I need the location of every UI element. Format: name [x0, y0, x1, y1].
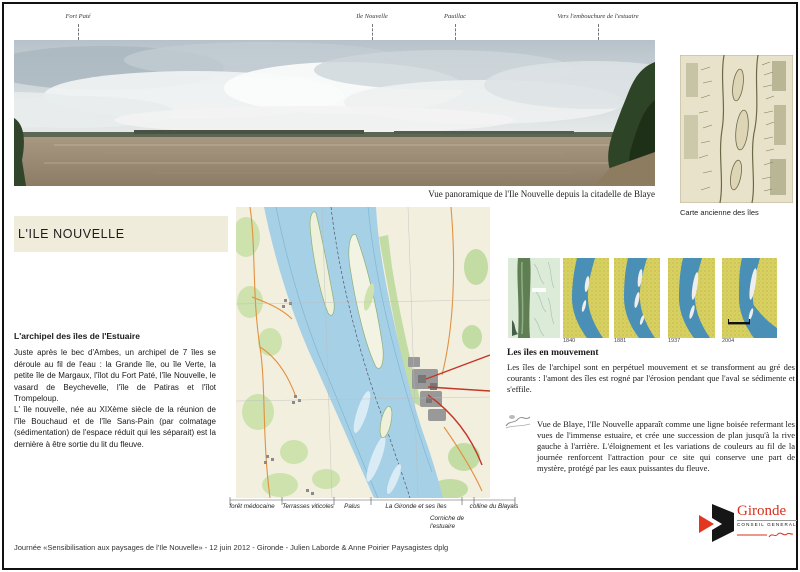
- topographic-map: [236, 207, 490, 498]
- archipel-heading: L'archipel des îles de l'Estuaire: [14, 331, 140, 341]
- legend-palus: Palus: [344, 503, 360, 510]
- sketch-thumbnail-icon: [504, 412, 532, 430]
- strip-map-1840: [563, 258, 609, 338]
- movement-heading: Les îles en mouvement: [507, 348, 599, 358]
- strip-date-1840: 1840: [563, 338, 576, 344]
- movement-paragraph-2: Vue de Blaye, l'Ile Nouvelle apparaît comme une ligne boisée refermant les vues de l'immense estuaire, et crée une succession de plan jusqu'à la rive gauche à l'arrière. L'éloignement et les variations de couleurs au fil de la journée renforcent l'attraction pour ce site qui conserve une part de mystère, protégé par les eaux puissantes du fleuve.: [537, 419, 795, 473]
- title-band: [14, 216, 228, 252]
- strip-date-2004: 2004: [722, 338, 735, 344]
- page-title: L'ILE NOUVELLE: [18, 227, 125, 241]
- legend-terrasses-viticoles: Terrasses viticoles: [282, 503, 334, 510]
- strip-map-1937: [668, 258, 715, 338]
- leader-line: [78, 24, 79, 40]
- leader-line: [372, 24, 373, 40]
- old-map-image: [680, 55, 793, 203]
- panorama-caption: Vue panoramique de l'Ile Nouvelle depuis la citadelle de Blaye: [428, 189, 655, 199]
- leader-line: [455, 24, 456, 40]
- movement-paragraph-1: Les îles de l'archipel sont en perpétuel mouvement et se transforment au gré des courants : l'amont des îles est rogné par l'érosion pendant que l'aval se sédimente et s'effile.: [507, 362, 795, 394]
- pano-label-pauillac: Pauillac: [443, 13, 467, 20]
- old-map-caption: Carte ancienne des îles: [680, 208, 759, 217]
- strip-date-1937: 1937: [668, 338, 681, 344]
- legend-colline-blayais: colline du Blayais: [469, 503, 519, 510]
- gironde-logo: [699, 503, 795, 543]
- leader-line: [598, 24, 599, 40]
- panorama-photo: [14, 40, 655, 186]
- strip-date-1881: 1881: [614, 338, 627, 344]
- strip-map-2004: [722, 258, 777, 338]
- gironde-logo-mark: [699, 503, 737, 543]
- pano-label-embouchure: Vers l'embouchure de l'estuaire: [557, 13, 639, 20]
- strip-map-1881: [614, 258, 660, 338]
- footer-credit: Journée «Sensibilisation aux paysages de l'Ile Nouvelle» - 12 juin 2012 - Gironde - Julien Laborde & Anne Poirier Paysagistes dplg: [14, 543, 449, 552]
- legend-foret-medocaine: forêt médocaine: [229, 503, 275, 510]
- strip-map-topo: [508, 258, 560, 338]
- gironde-logo-name: Gironde: [737, 503, 787, 519]
- legend-gironde-et-iles: La Gironde et ses îles: [385, 503, 447, 510]
- gironde-logo-subtitle: CONSEIL GENERAL: [737, 522, 797, 527]
- logo-script-flourish: [737, 531, 793, 540]
- pano-label-fort-pate: Fort Paté: [65, 13, 91, 20]
- legend-corniche-estuaire: Corniche de l'estuaire: [430, 515, 464, 530]
- archipel-paragraph-2: L' île nouvelle, née au XIXème siècle de la réunion de l'île Bouchaud et de l'île Sans-Pain (par colmatage (sédimentation) de l'espace réduit qui les séparait) est la dernière à être sortie du lit du fleuve.: [14, 405, 216, 449]
- archipel-section: [14, 331, 216, 341]
- archipel-paragraph-1: Juste après le bec d'Ambes, un archipel de 7 îles se déroule au fil de l'eau : la Grande île, ou île Verte, la petite île de Margaux, l'îlot du Fort Paté, l'île Nouvelle, le vasard de Beychevelle, l'île de Patiras et l'îlot Trompeloup.: [14, 348, 216, 403]
- pano-label-ile-nouvelle: Ile Nouvelle: [356, 13, 388, 20]
